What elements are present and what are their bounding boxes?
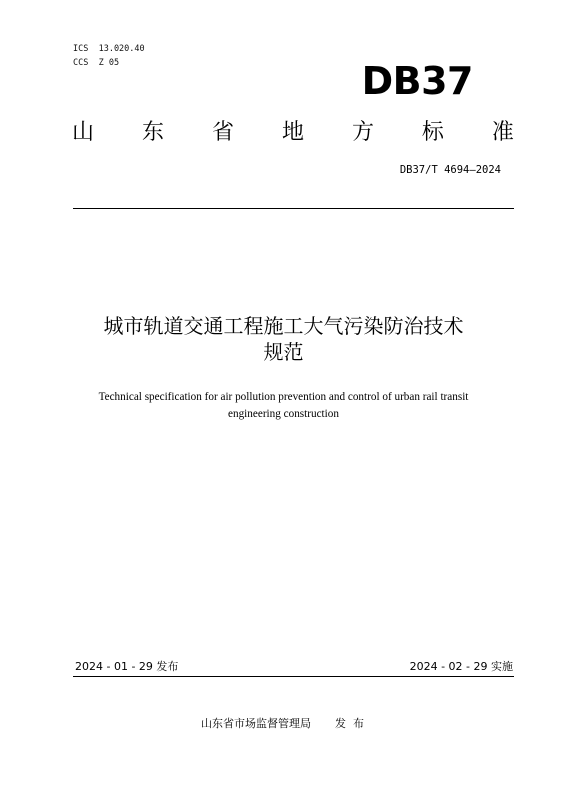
standard-type-heading	[72, 118, 514, 148]
ccs-code: CCS Z 05	[73, 58, 120, 68]
chinese-title-line: 规范	[263, 340, 304, 364]
english-title-line: Technical specification for air pollution prevention and control of urban rail transit	[98, 391, 469, 403]
publisher-line	[201, 717, 364, 731]
bottom-divider	[73, 676, 514, 677]
issue-date: 2024 - 01 - 29 发布	[75, 660, 179, 673]
english-title	[55, 389, 512, 423]
english-title-line: engineering construction	[228, 408, 339, 420]
standard-type-char: 地	[281, 120, 304, 145]
implementation-date: 2024 - 02 - 29 实施	[409, 660, 513, 673]
classification-codes	[73, 42, 145, 70]
top-divider	[73, 208, 514, 209]
standard-type-char: 省	[211, 120, 234, 145]
db37-logo: DB37	[361, 59, 473, 103]
chinese-title	[60, 313, 507, 365]
chinese-title-line: 城市轨道交通工程施工大气污染防治技术	[103, 314, 464, 338]
standard-type-char: 山	[72, 120, 95, 145]
standard-number: DB37/T 4694—2024	[399, 164, 501, 176]
standard-type-char: 方	[351, 120, 374, 145]
standard-type-char: 东	[141, 120, 164, 145]
standard-type-char: 准	[491, 120, 514, 145]
standard-type-char: 标	[421, 120, 444, 145]
ics-code: ICS 13.020.40	[73, 44, 145, 54]
publish-label: 发 布	[335, 717, 364, 730]
publisher-name: 山东省市场监督管理局	[201, 717, 311, 730]
